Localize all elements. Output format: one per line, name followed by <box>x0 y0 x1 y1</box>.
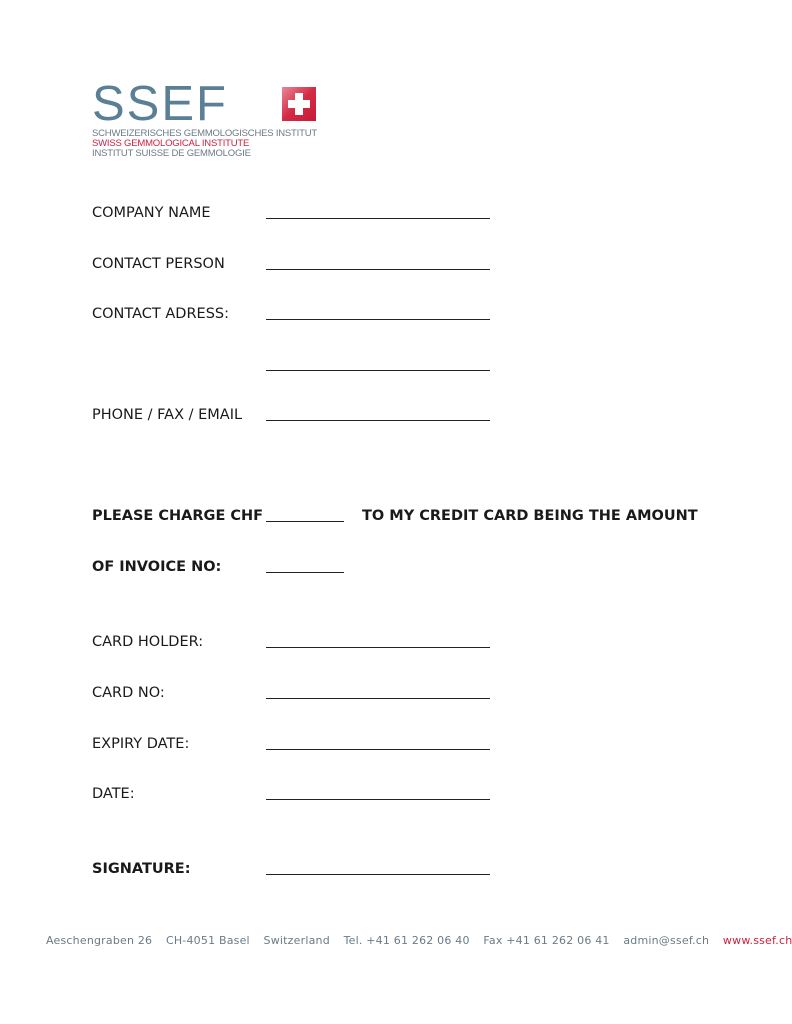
footer-tel: Tel. +41 61 262 06 40 <box>343 934 470 947</box>
signature-field[interactable] <box>266 874 490 875</box>
contact-address-label: CONTACT ADRESS: <box>92 306 229 322</box>
signature-label: SIGNATURE: <box>92 861 191 877</box>
credit-card-amount-text: TO MY CREDIT CARD BEING THE AMOUNT <box>362 508 698 524</box>
logo-tagline-en: SWISS GEMMOLOGICAL INSTITUTE <box>92 138 250 149</box>
company-name-label: COMPANY NAME <box>92 205 211 221</box>
logo-tagline-fr: INSTITUT SUISSE DE GEMMOLOGIE <box>92 148 251 159</box>
card-holder-field[interactable] <box>266 647 490 648</box>
footer-contact <box>46 934 792 948</box>
phone-fax-email-field[interactable] <box>266 420 490 421</box>
card-no-label: CARD NO: <box>92 685 165 701</box>
charge-amount-field[interactable] <box>266 521 344 522</box>
please-charge-label: PLEASE CHARGE CHF <box>92 508 264 524</box>
expiry-date-label: EXPIRY DATE: <box>92 736 190 752</box>
card-no-field[interactable] <box>266 698 490 699</box>
footer-city: CH-4051 Basel <box>165 934 250 947</box>
logo-tagline-de: SCHWEIZERISCHES GEMMOLOGISCHES INSTITUT <box>92 128 317 139</box>
company-name-field[interactable] <box>266 218 490 219</box>
swiss-cross-icon <box>282 87 316 121</box>
invoice-no-label: OF INVOICE NO: <box>92 559 222 575</box>
footer-email[interactable]: admin@ssef.ch <box>623 934 710 947</box>
expiry-date-field[interactable] <box>266 749 490 750</box>
card-holder-label: CARD HOLDER: <box>92 634 204 650</box>
contact-address-field-2[interactable] <box>266 370 490 371</box>
invoice-no-field[interactable] <box>266 572 344 573</box>
logo-wordmark: SSEF <box>92 77 228 131</box>
date-field[interactable] <box>266 799 490 800</box>
contact-person-field[interactable] <box>266 269 490 270</box>
footer-street: Aeschengraben 26 <box>46 934 153 947</box>
contact-address-field-1[interactable] <box>266 319 490 320</box>
contact-person-label: CONTACT PERSON <box>92 256 225 272</box>
phone-fax-email-label: PHONE / FAX / EMAIL <box>92 407 243 423</box>
footer-fax: Fax +41 61 262 06 41 <box>483 934 610 947</box>
date-label: DATE: <box>92 786 135 802</box>
footer-website-link[interactable]: www.ssef.ch <box>722 934 792 947</box>
footer-country: Switzerland <box>263 934 330 947</box>
